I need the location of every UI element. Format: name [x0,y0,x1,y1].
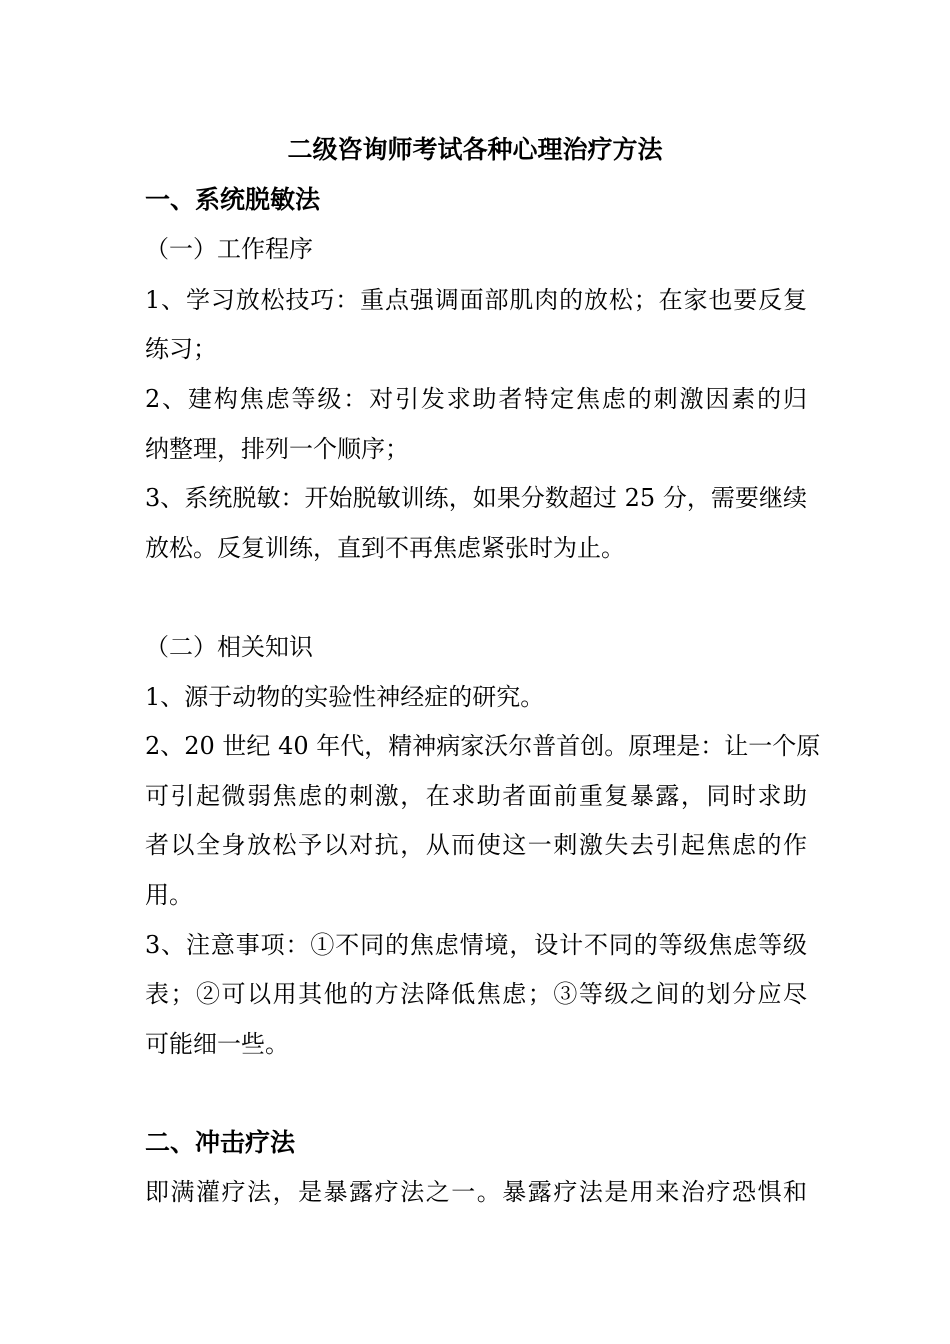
paragraph-line: 练习； [145,335,217,363]
section-2-heading: 二、冲击疗法 [145,1128,296,1157]
document-title: 二级咨询师考试各种心理治疗方法 [287,135,663,164]
paragraph-line: 即满灌疗法，是暴露疗法之一。暴露疗法是用来治疗恐惧和 [145,1178,807,1206]
subsection-1-heading: （一）工作程序 [145,235,313,263]
paragraph-line: 纳整理，排列一个顺序； [145,435,409,463]
paragraph-line: 可引起微弱焦虑的刺激，在求助者面前重复暴露，同时求助 [145,782,807,810]
section-1-heading: 一、系统脱敏法 [145,185,321,214]
paragraph-line: 用。 [145,881,193,909]
paragraph-line: 2、建构焦虑等级：对引发求助者特定焦虑的刺激因素的归 [145,385,807,413]
paragraph-line: 表；②可以用其他的方法降低焦虑；③等级之间的划分应尽 [145,980,807,1008]
paragraph-line: 者以全身放松予以对抗，从而使这一刺激失去引起焦虑的作 [145,831,807,859]
paragraph-line: 2、20 世纪 40 年代，精神病家沃尔普首创。原理是：让一个原 [145,732,821,760]
paragraph-line: 可能细一些。 [145,1030,289,1058]
paragraph-line: 3、系统脱敏：开始脱敏训练，如果分数超过 25 分，需要继续 [145,484,807,512]
subsection-2-heading: （二）相关知识 [145,633,313,661]
paragraph-line: 3、注意事项：①不同的焦虑情境，设计不同的等级焦虑等级 [145,931,807,959]
paragraph-line: 1、学习放松技巧：重点强调面部肌肉的放松；在家也要反复 [145,286,807,314]
paragraph-line: 放松。反复训练，直到不再焦虑紧张时为止。 [145,534,625,562]
paragraph-line: 1、源于动物的实验性神经症的研究。 [145,683,545,711]
